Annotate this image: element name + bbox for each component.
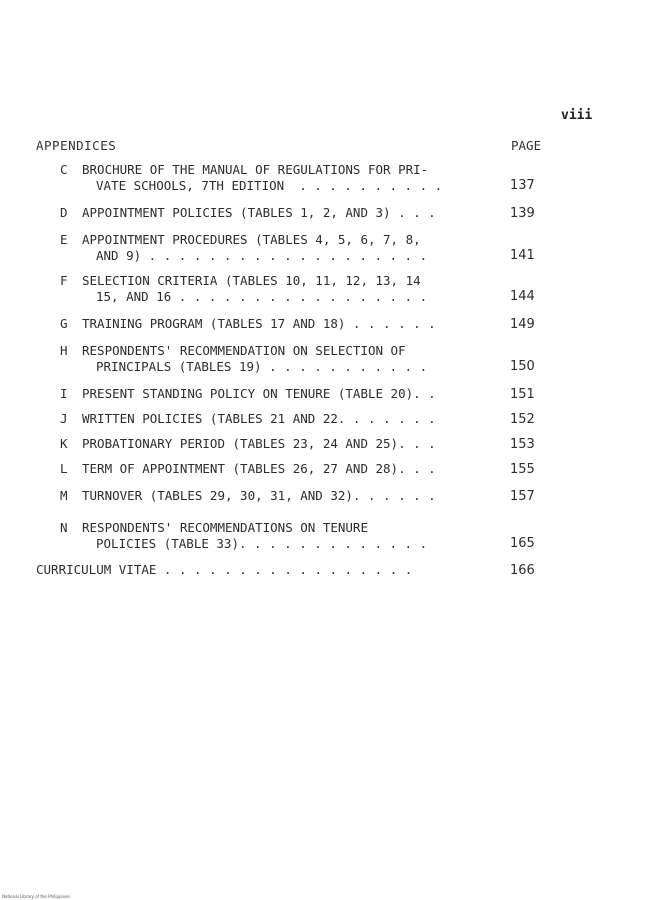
entry-title-line-1: TRAINING PROGRAM (TABLES 17 AND 18) . . . . . . bbox=[82, 316, 436, 331]
entry-title-line-1: SELECTION CRITERIA (TABLES 10, 11, 12, 13, 14 bbox=[82, 273, 421, 288]
entry-title bbox=[82, 436, 436, 452]
entry-page: 137 bbox=[510, 178, 535, 193]
entry-page: 165 bbox=[510, 536, 535, 551]
appendix-letter: H bbox=[60, 343, 68, 358]
entry-title-line-2: PRINCIPALS (TABLES 19) . . . . . . . . . . . bbox=[96, 359, 428, 374]
entry-page: 153 bbox=[510, 437, 535, 452]
entry-title-line-2: VATE SCHOOLS, 7TH EDITION . . . . . . . . . . bbox=[96, 178, 443, 193]
entry-title bbox=[82, 343, 427, 375]
appendix-letter: G bbox=[60, 316, 68, 331]
entry-title-line-1: PRESENT STANDING POLICY ON TENURE (TABLE 20). . bbox=[82, 386, 436, 401]
page-column-heading: PAGE bbox=[511, 138, 542, 153]
entry-page: 152 bbox=[510, 412, 535, 427]
entry-title-line-2: POLICIES (TABLE 33). . . . . . . . . . . . . bbox=[96, 536, 428, 551]
appendix-letter: C bbox=[60, 162, 68, 177]
entry-page: 155 bbox=[510, 462, 535, 477]
entry-title-line-1: RESPONDENTS' RECOMMENDATIONS ON TENURE bbox=[82, 520, 368, 535]
appendix-letter: K bbox=[60, 436, 68, 451]
appendix-letter: I bbox=[60, 386, 68, 401]
appendix-letter: L bbox=[60, 461, 68, 476]
entry-page: 139 bbox=[510, 206, 535, 221]
entry-title-line-1: RESPONDENTS' RECOMMENDATION ON SELECTION OF bbox=[82, 343, 406, 358]
appendix-letter: M bbox=[60, 488, 68, 503]
entry-title-line-1: TURNOVER (TABLES 29, 30, 31, AND 32). . . . . . bbox=[82, 488, 436, 503]
entry-title-line-1: APPOINTMENT PROCEDURES (TABLES 4, 5, 6, 7, 8, bbox=[82, 232, 421, 247]
appendix-letter: J bbox=[60, 411, 68, 426]
entry-title bbox=[82, 520, 427, 552]
entry-page: 151 bbox=[510, 387, 535, 402]
appendices-heading: APPENDICES bbox=[36, 138, 117, 153]
entry-page: 157 bbox=[510, 489, 535, 504]
appendix-letter: E bbox=[60, 232, 68, 247]
entry-title bbox=[82, 273, 427, 305]
appendix-letter: D bbox=[60, 205, 68, 220]
entry-page: 150 bbox=[510, 359, 535, 374]
entry-title-line-1: WRITTEN POLICIES (TABLES 21 AND 22. . . . . . . bbox=[82, 411, 436, 426]
page-number: viii bbox=[561, 108, 593, 123]
entry-title-line-2: AND 9) . . . . . . . . . . . . . . . . . . . bbox=[96, 248, 428, 263]
entry-page: 144 bbox=[510, 289, 535, 304]
entry-title bbox=[82, 461, 436, 477]
entry-title-line-1: BROCHURE OF THE MANUAL OF REGULATIONS FOR PRI- bbox=[82, 162, 429, 177]
appendix-letter: F bbox=[60, 273, 68, 288]
entry-title bbox=[82, 386, 436, 402]
entry-title bbox=[82, 162, 442, 194]
curriculum-vitae-page: 166 bbox=[510, 563, 535, 578]
footer-source: National Library of the Philippines bbox=[2, 894, 70, 899]
entry-page: 149 bbox=[510, 317, 535, 332]
entry-title bbox=[82, 488, 436, 504]
entry-title-line-1: TERM OF APPOINTMENT (TABLES 26, 27 AND 28). . . bbox=[82, 461, 436, 476]
entry-title bbox=[82, 411, 436, 427]
appendix-letter: N bbox=[60, 520, 68, 535]
entry-title-line-2: 15, AND 16 . . . . . . . . . . . . . . . . . bbox=[96, 289, 428, 304]
curriculum-vitae-label: CURRICULUM VITAE . . . . . . . . . . . . . . . . . bbox=[36, 562, 413, 577]
entry-title bbox=[82, 316, 436, 332]
entry-page: 141 bbox=[510, 248, 535, 263]
entry-title bbox=[82, 205, 436, 221]
entry-title-line-1: PROBATIONARY PERIOD (TABLES 23, 24 AND 25). . . bbox=[82, 436, 436, 451]
entry-title bbox=[82, 232, 427, 264]
entry-title-line-1: APPOINTMENT POLICIES (TABLES 1, 2, AND 3) . . . bbox=[82, 205, 436, 220]
